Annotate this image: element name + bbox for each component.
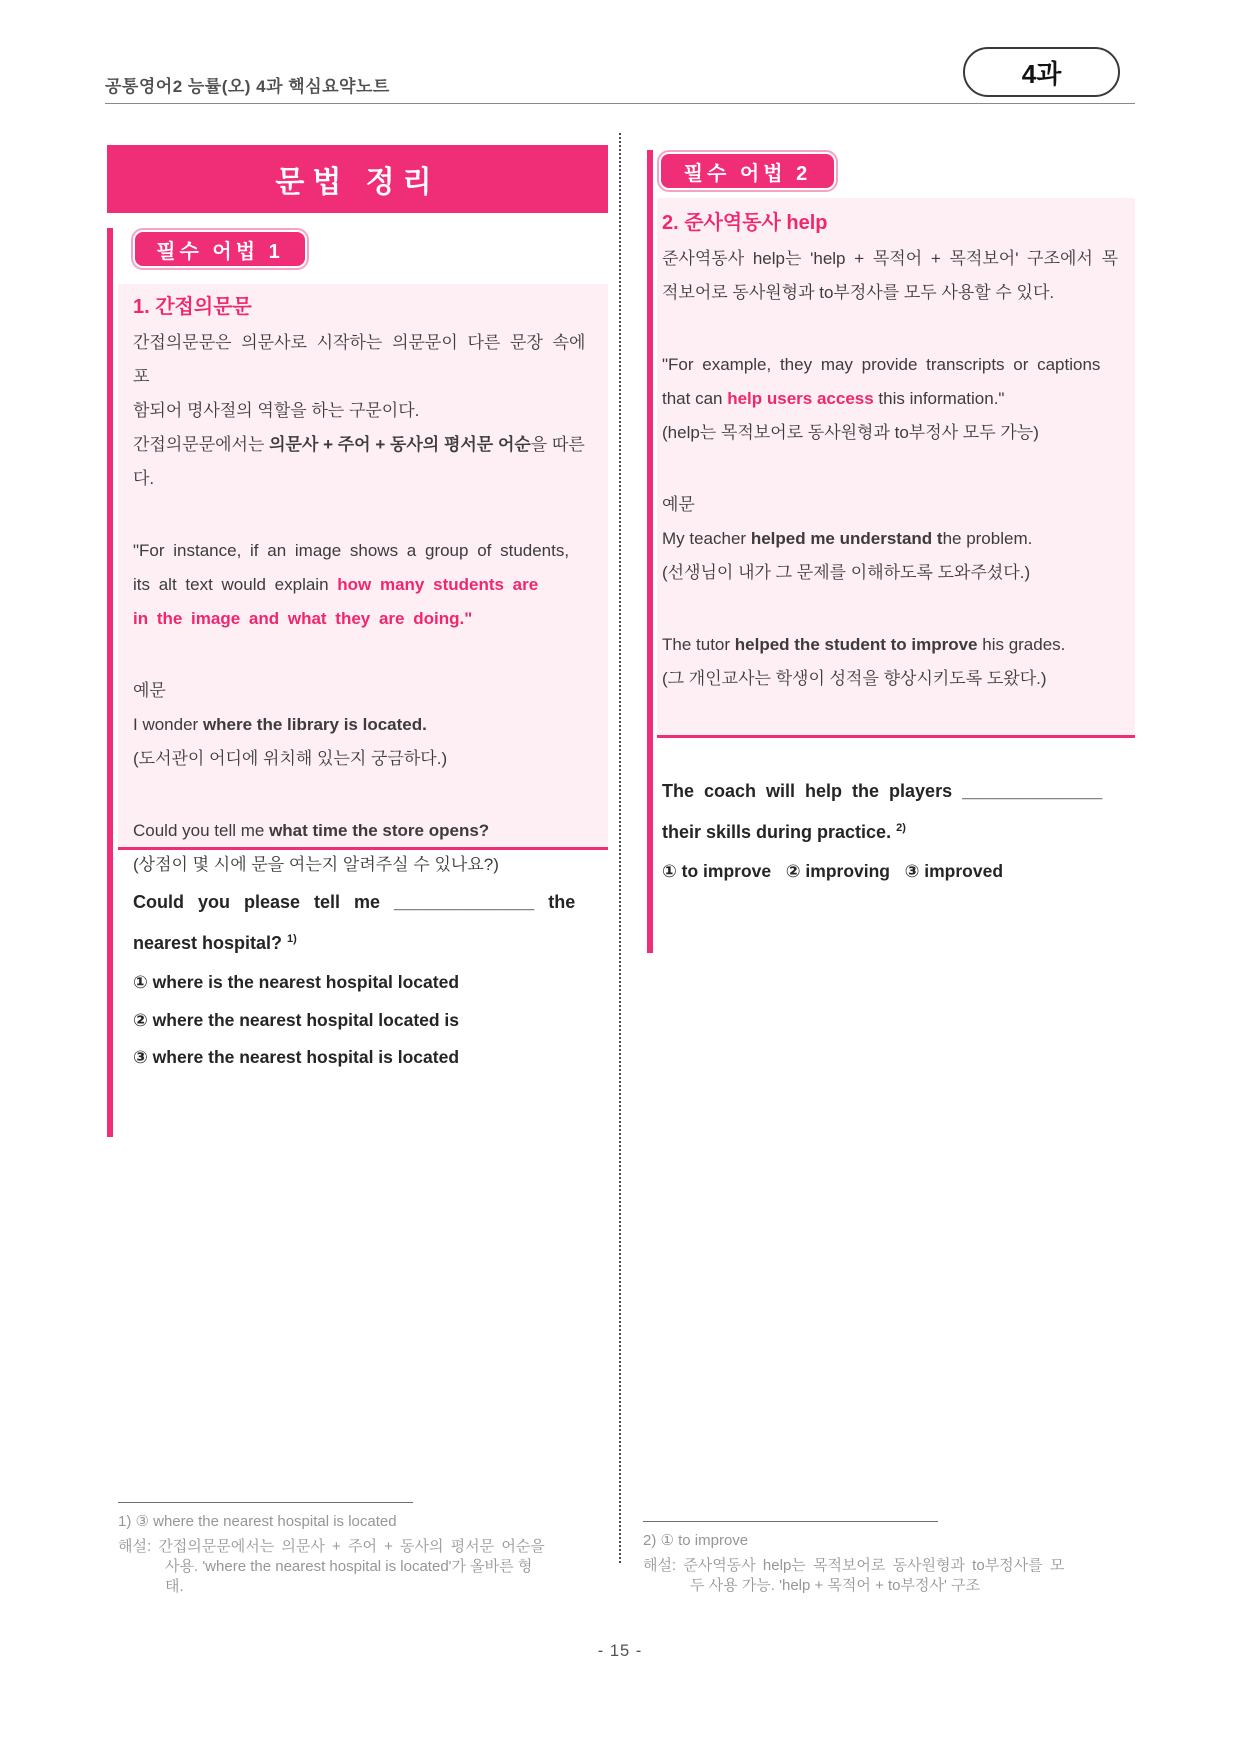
footnote-2-rule <box>643 1521 938 1522</box>
essential-grammar-2-badge <box>659 152 836 190</box>
chapter-badge <box>963 47 1120 97</box>
question-2-options: ① to improve ② improving ③ improved <box>662 861 1004 881</box>
header-rule <box>105 103 1135 104</box>
question-1-options: ① where is the nearest hospital located ② where the nearest hospital located is ③ where the nearest hospital is located <box>133 972 460 1067</box>
question-1-stem: Could you please tell me ______________ the nearest hospital? $^{1)}$ <box>133 892 576 953</box>
chapter-badge-label: 4과 <box>1021 58 1062 89</box>
column-divider <box>619 133 621 1563</box>
footnote-1-text: 1) ③ where the nearest hospital is located 해설: 간접의문문에서는 의문사 + 주어 + 동사의 평서문 어순을 사용. 'where the nearest hospital is located'가 올바른 형 태. <box>118 1513 545 1595</box>
right-section-bar <box>647 150 653 953</box>
grammar-summary-banner-label: 문법 정리 <box>275 166 440 199</box>
grammar-box-2-heading: 2. 준사역동사 help <box>662 212 828 234</box>
grammar-summary-banner <box>107 145 608 213</box>
question-1 <box>133 884 605 1077</box>
question-2-stem: The coach will help the players ______________ their skills during practice. $^{2)}$ <box>662 781 1103 842</box>
essential-grammar-1-badge-label: 필수 어법 1 <box>156 240 284 263</box>
grammar-box-1-heading: 1. 간접의문문 <box>133 296 252 318</box>
footnote-2 <box>643 1521 1135 1596</box>
essential-grammar-2-badge-label: 필수 어법 2 <box>683 162 812 185</box>
footnote-1-rule <box>118 1502 413 1503</box>
grammar-box-1 <box>118 284 608 874</box>
footnote-2-text: 2) ① to improve 해설: 준사역동사 help는 목적보어로 동사원형과 to부정사를 모 두 사용 가능. 'help + 목적어 + to부정사' 구조 <box>643 1532 1065 1594</box>
grammar-box-2-body: 준사역동사 help는 'help + 목적어 + 목적보어' 구조에서 목 적보어로 동사원형과 to부정사를 모두 사용할 수 있다. "For example, they may provide transcripts or captions that can help users access this information." (help는 목적보어로 동사원형과 to부정사 모두 가능) 예문 My teacher helped me understand the problem. (선생님이 내가 그 문제를 이해하도록 도와주셨다.) The tutor helped the student to improve his grades. (그 개인교사는 학생이 성적을 향상시키도록 도왔다.) <box>662 249 1119 688</box>
left-section-bar <box>107 228 113 1137</box>
grammar-box-1-body: 간접의문문은 의문사로 시작하는 의문문이 다른 문장 속에 포 함되어 명사절의 역할을 하는 구문이다. 간접의문문에서는 의문사 + 주어 + 동사의 평서문 어순을 따른다. "For instance, if an image shows a group of students, its alt text would explain how many students are in the image and what they are doing." 예문 I wonder where the library is located. (도서관이 어디에 위치해 있는지 궁금하다.) Could you tell me what time the store opens? (상점이 몇 시에 문을 여는지 알려주실 수 있나요?) <box>133 333 596 874</box>
footnote-1 <box>118 1502 603 1597</box>
header-title: 공통영어2 능률(오) 4과 핵심요약노트 <box>105 77 390 96</box>
page-number: - 15 - <box>597 1642 643 1660</box>
grammar-box-2 <box>657 198 1135 738</box>
question-2 <box>662 773 1135 891</box>
essential-grammar-1-badge <box>133 230 307 268</box>
